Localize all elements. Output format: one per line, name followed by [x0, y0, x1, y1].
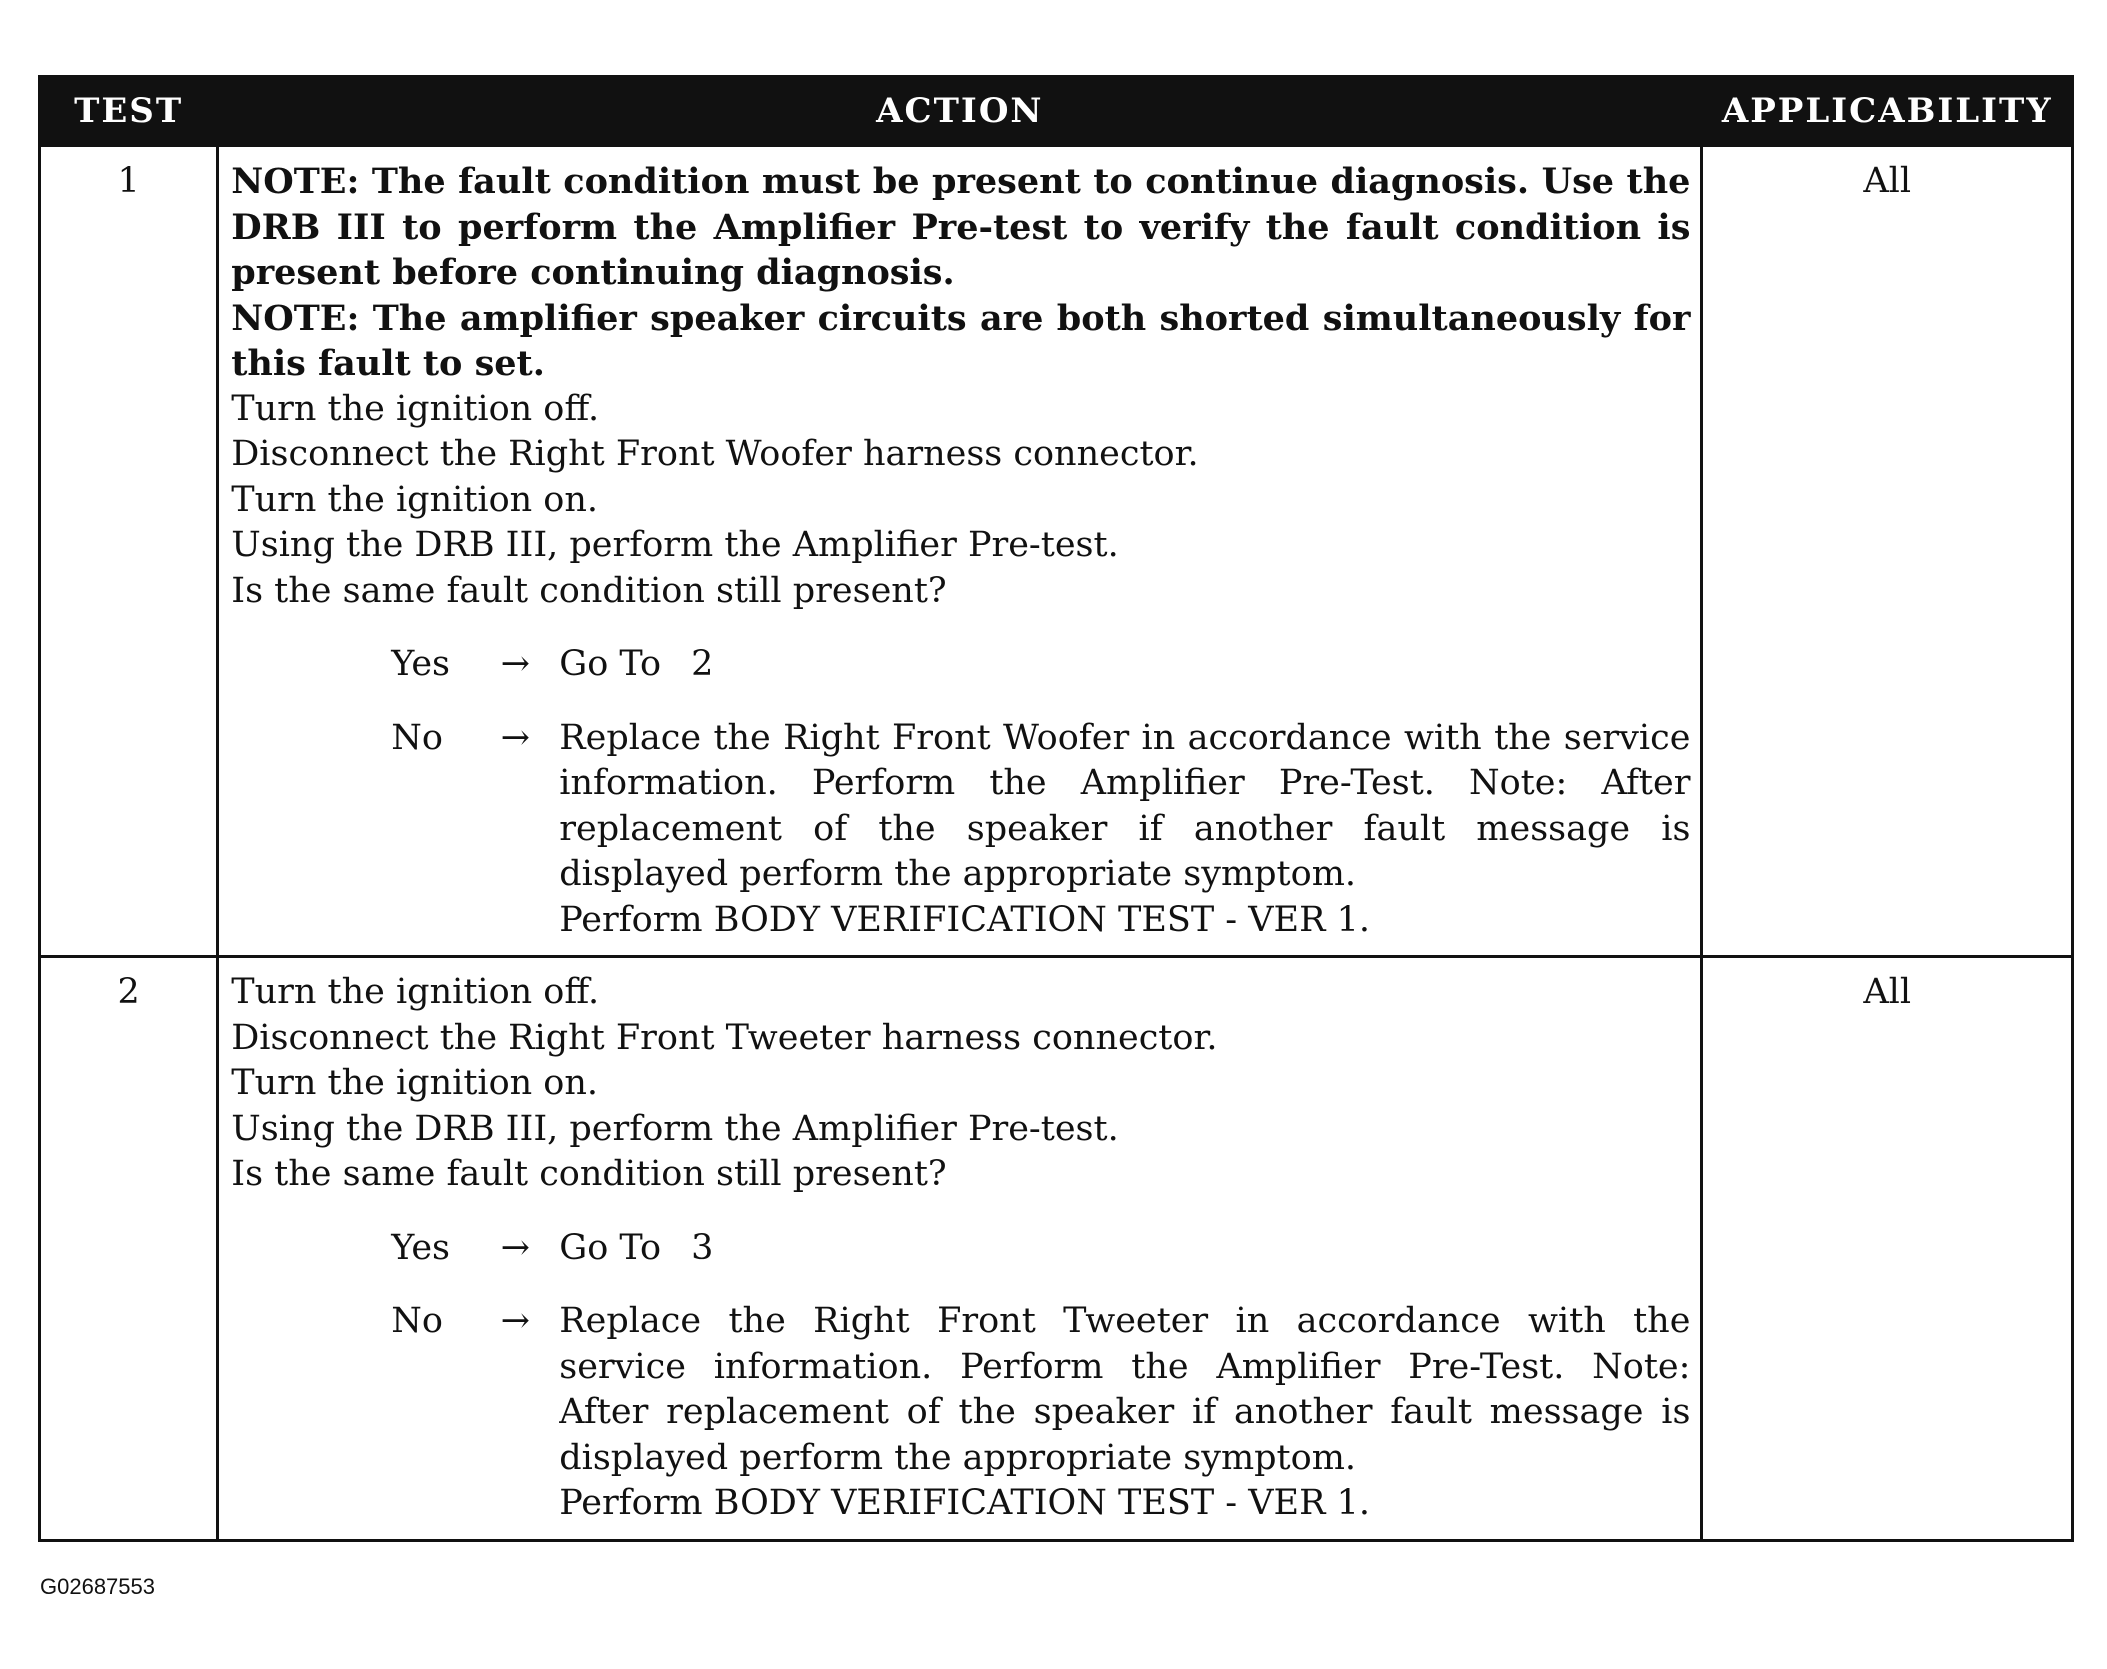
- diagnostic-table: [38, 75, 2074, 1542]
- action-cell: [218, 957, 1702, 1541]
- answer-no-label: No: [391, 717, 443, 758]
- goto-number: 3: [691, 1227, 714, 1268]
- step-text: Using the DRB III, perform the Amplifier Pre-test.: [231, 525, 1119, 565]
- answer-no-text: Replace the Right Front Woofer in accordance with the service information. Perform the Amplifier Pre-Test. Note: After replacement of the speaker if another fault message is displayed perform the appropriate symptom.: [559, 717, 1691, 894]
- answer-no-label: No: [391, 1301, 443, 1341]
- answer-no-text: Replace the Right Front Tweeter in accordance with the service information. Perform the Amplifier Pre-Test. Note: After replacement of the speaker if another fault message is displayed perform the appropriate symptom.: [559, 1301, 1691, 1478]
- table-row: [40, 146, 2073, 957]
- question-text: Is the same fault condition still present?: [231, 1154, 947, 1194]
- goto-text: Go To: [559, 644, 662, 684]
- header-test: TEST: [40, 77, 218, 146]
- answer-no-followup: Perform BODY VERIFICATION TEST - VER 1.: [559, 1483, 1370, 1523]
- header-applicability: APPLICABILITY: [1702, 77, 2073, 146]
- action-cell: [218, 146, 1702, 957]
- answer-yes: [391, 1226, 1690, 1272]
- test-number: 2: [40, 957, 218, 1541]
- test-number: 1: [40, 146, 218, 957]
- applicability-value: All: [1702, 146, 2073, 957]
- right-arrow-icon: →: [500, 717, 530, 758]
- note-text: NOTE: The amplifier speaker circuits are both shorted simultaneously for this fault to set.: [231, 297, 1691, 384]
- step-text: Using the DRB III, perform the Amplifier Pre-test.: [231, 1108, 1119, 1149]
- note-text: NOTE: The fault condition must be present to continue diagnosis. Use the DRB III to perform the Amplifier Pre-test to verify the fault condition is present before continuing diagnosis.: [231, 161, 1691, 293]
- answer-no-followup: Perform BODY VERIFICATION TEST - VER 1.: [559, 899, 1370, 940]
- goto-number: 2: [691, 644, 714, 684]
- right-arrow-icon: →: [500, 1301, 530, 1341]
- answer-no: [391, 716, 1690, 944]
- step-text: Disconnect the Right Front Tweeter harness connector.: [231, 1017, 1218, 1058]
- table-row: [40, 957, 2073, 1541]
- step-text: Turn the ignition on.: [231, 1063, 599, 1103]
- goto-text: Go To: [559, 1227, 662, 1268]
- question-text: Is the same fault condition still present?: [231, 570, 947, 611]
- answer-no: [391, 1299, 1690, 1527]
- answer-yes-label: Yes: [391, 644, 450, 684]
- step-text: Turn the ignition on.: [231, 479, 599, 520]
- answer-yes: [391, 642, 1690, 688]
- step-text: Disconnect the Right Front Woofer harness connector.: [231, 434, 1199, 474]
- step-text: Turn the ignition off.: [231, 388, 600, 429]
- table-header-row: [40, 77, 2073, 146]
- header-action: ACTION: [218, 77, 1702, 146]
- step-text: Turn the ignition off.: [231, 972, 600, 1012]
- figure-id: G02687553: [40, 1574, 155, 1599]
- right-arrow-icon: →: [500, 1227, 530, 1268]
- answer-yes-label: Yes: [391, 1227, 450, 1268]
- right-arrow-icon: →: [500, 644, 530, 684]
- applicability-value: All: [1702, 957, 2073, 1541]
